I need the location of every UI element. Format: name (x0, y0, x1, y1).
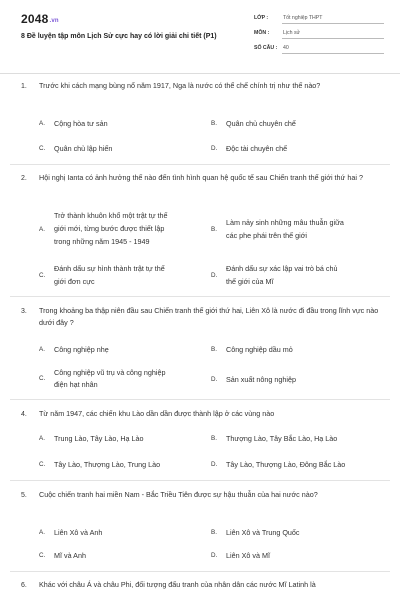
option-letter: C. (39, 552, 46, 559)
option-letter: A. (39, 435, 45, 442)
option-text-line: Đánh dấu sự hình thành trật tự thế (54, 264, 165, 273)
option-text: Công nghiệp nhẹ (54, 345, 109, 354)
option-letter: B. (211, 226, 217, 233)
option-text-line: Trở thành khuôn khổ một trật tự thế (54, 211, 168, 220)
question-text: Trong khoảng ba thập niên đầu sau Chiến tranh thế giới thứ hai, Liên Xô là nước đi đầu trong lĩnh vực nào dưới đây ? (39, 306, 379, 327)
option-text-line: giới mới, từng bước được thiết lập (54, 224, 165, 233)
option-d[interactable] (211, 264, 386, 292)
option-letter: B. (211, 529, 217, 536)
option-text-line: giới đơn cực (54, 277, 95, 286)
document-title: 8 Đề luyện tập môn Lịch Sử cực hay có lời giải chi tiết (P1) (21, 33, 217, 40)
option-a[interactable] (39, 211, 204, 251)
question-number: 4. (21, 411, 27, 418)
question-number: 5. (21, 492, 27, 499)
meta-underline (282, 53, 384, 54)
meta-subject-label: MÔN : (254, 30, 270, 36)
option-text: Thượng Lào, Tây Bắc Lào, Hạ Lào (226, 434, 338, 443)
option-text: Tây Lào, Thượng Lào, Trung Lào (54, 460, 161, 469)
question-text: Cuộc chiến tranh hai miền Nam - Bắc Triều Tiên được sự hậu thuẫn của hai nước nào? (39, 490, 318, 499)
question-number: 3. (21, 308, 27, 315)
option-letter: D. (211, 461, 218, 468)
option-letter: B. (211, 120, 217, 127)
option-text: Liên Xô và Mĩ (226, 551, 270, 560)
option-text: Sản xuất nông nghiệp (226, 375, 296, 384)
option-text-line: trong những năm 1945 - 1949 (54, 237, 150, 246)
meta-class (254, 14, 384, 24)
question-text: Hội nghị Ianta có ảnh hưởng thế nào đến tình hình quan hệ quốc tế sau Chiến tranh thế giới thứ hai ? (39, 173, 363, 182)
question-number: 2. (21, 175, 27, 182)
option-letter: C. (39, 272, 46, 279)
option-letter: C. (39, 375, 46, 382)
option-letter: D. (211, 272, 218, 279)
meta-class-label: LỚP : (254, 15, 269, 21)
meta-underline (282, 23, 384, 24)
question-text: Khác với châu Á và châu Phi, đối tượng đấu tranh của nhân dân các nước Mĩ Latinh là (39, 580, 316, 589)
option-letter: D. (211, 552, 218, 559)
option-text-line: Làm nảy sinh những mâu thuẫn giữa (226, 218, 344, 227)
option-letter: C. (39, 461, 46, 468)
option-text: Cộng hòa tư sản (54, 119, 108, 128)
logo-main: 2048 (21, 12, 49, 26)
meta-class-value: Tốt nghiệp THPT (283, 15, 323, 21)
option-text: Liên Xô và Anh (54, 528, 103, 537)
option-letter: A. (39, 120, 45, 127)
option-letter: A. (39, 226, 45, 233)
option-text-line: Đánh dấu sự xác lập vai trò bá chủ (226, 264, 338, 273)
option-letter: A. (39, 529, 45, 536)
question-divider (10, 480, 390, 481)
meta-subject (254, 29, 384, 39)
document-header (0, 0, 400, 74)
option-text: Liên Xô và Trung Quốc (226, 528, 300, 537)
option-letter: B. (211, 346, 217, 353)
meta-underline (282, 38, 384, 39)
option-text-line: các phe phái trên thế giới (226, 231, 308, 240)
logo-suffix: .vn (49, 18, 59, 24)
option-text: Tây Lào, Thượng Lào, Đông Bắc Lào (226, 460, 346, 469)
option-text-line: điện hạt nhân (54, 380, 98, 389)
meta-count-value: 40 (283, 45, 289, 51)
question-divider (10, 296, 390, 297)
option-letter: B. (211, 435, 217, 442)
option-text-line: thế giới của Mĩ (226, 277, 274, 286)
option-b[interactable] (211, 218, 386, 246)
option-text-line: Công nghiệp vũ trụ và công nghiệp (54, 368, 166, 377)
option-text: Công nghiệp dầu mỏ (226, 345, 293, 354)
option-c[interactable] (39, 264, 204, 292)
option-letter: C. (39, 145, 46, 152)
question-number: 6. (21, 582, 27, 589)
question-text: Trước khi cách mạng bùng nổ năm 1917, Nga là nước có thể chế chính trị như thế nào? (39, 81, 321, 90)
meta-count (254, 44, 384, 54)
option-text: Mĩ và Anh (54, 551, 86, 560)
meta-count-label: SỐ CÂU : (254, 45, 278, 51)
question-number: 1. (21, 83, 27, 90)
option-text: Trung Lào, Tây Lào, Hạ Lào (54, 434, 144, 443)
option-text: Quân chủ chuyên chế (226, 119, 296, 128)
option-letter: A. (39, 346, 45, 353)
question-text: Từ năm 1947, các chiến khu Lào dần dần được thành lập ở các vùng nào (39, 409, 275, 418)
option-letter: D. (211, 376, 218, 383)
question-divider (10, 399, 390, 400)
meta-subject-value: Lịch sử (283, 30, 301, 36)
question-divider (10, 571, 390, 572)
site-logo[interactable] (21, 12, 59, 26)
question-divider (10, 164, 390, 165)
option-text: Quân chủ lập hiến (54, 144, 113, 153)
option-letter: D. (211, 145, 218, 152)
option-text: Độc tài chuyên chế (226, 144, 288, 153)
option-c[interactable] (39, 368, 204, 394)
